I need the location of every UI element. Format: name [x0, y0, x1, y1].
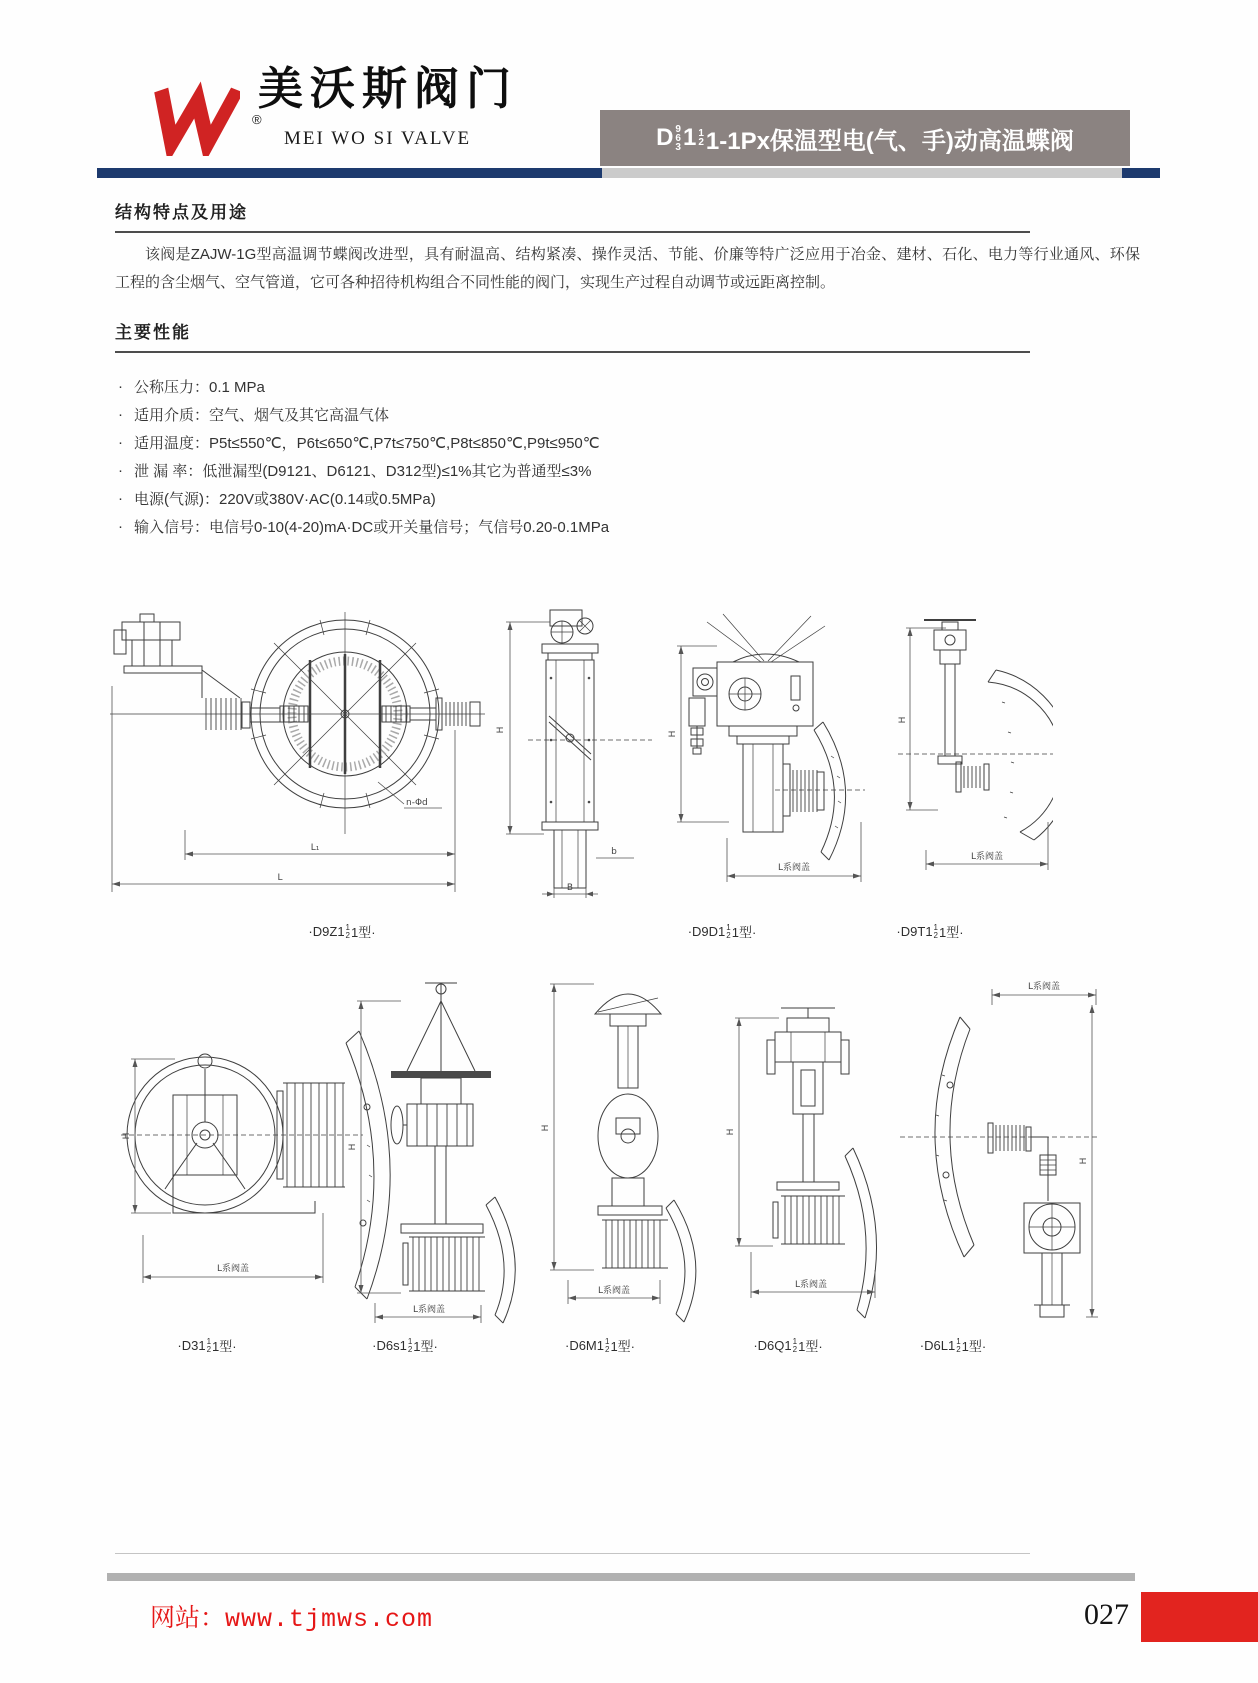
- footer-red-block: [1141, 1592, 1258, 1642]
- title-stack2: 1 2: [698, 128, 704, 148]
- dim-h: H: [1079, 1157, 1089, 1165]
- perf-item-power: [118, 484, 609, 512]
- label-frac: 1 2: [407, 1336, 413, 1354]
- label-frac: 1 2: [956, 1336, 961, 1354]
- dim-cover: L系阀盖: [412, 1305, 446, 1315]
- drawing-d9z-side-view: [492, 600, 677, 905]
- dim-h: H: [348, 1143, 358, 1151]
- label-pre: ·D6Q1: [753, 1338, 792, 1353]
- dim-h: H: [726, 1128, 736, 1136]
- drawing-d9t: [898, 612, 1053, 897]
- features-rule: [115, 231, 1030, 233]
- drawing-label-d9z: [308, 922, 375, 941]
- dim-b-big: B: [566, 883, 574, 893]
- title-suffix: 1-1Px保温型电(气、手)动高温蝶阀: [705, 127, 1074, 155]
- perf-text: 适用温度：P5t≤550℃，P6t≤650℃,P7t≤750℃,P8t≤850℃,P9t≤950℃: [134, 434, 600, 452]
- performance-heading: 主要性能: [115, 323, 191, 342]
- perf-item-signal: [118, 512, 609, 540]
- bullet: ·: [118, 405, 123, 423]
- perf-item-media: [118, 400, 609, 428]
- label-frac: 1 2: [726, 922, 731, 940]
- label-post: 1型·: [212, 1339, 237, 1354]
- bullet: ·: [118, 433, 123, 451]
- dim-l: L: [277, 873, 283, 883]
- page-number: 027: [1084, 1598, 1129, 1631]
- drawing-label-d31: [177, 1336, 236, 1355]
- bullet: ·: [118, 377, 123, 395]
- label-pre: ·D31: [177, 1338, 206, 1353]
- dim-bolt-circle: n-Φd: [406, 798, 428, 808]
- dim-cover: L系阀盖: [794, 1280, 828, 1290]
- dim-h: H: [496, 726, 506, 734]
- title-prefix: D: [656, 124, 674, 151]
- features-heading: 结构特点及用途: [115, 203, 248, 222]
- label-post: 1型·: [413, 1339, 438, 1354]
- label-pre: ·D9T1: [896, 924, 933, 939]
- drawing-d6s: [345, 975, 530, 1330]
- dim-b-small: b: [611, 847, 617, 857]
- brand-name-english: MEI WO SI VALVE: [284, 128, 472, 149]
- label-pre: ·D6M1: [564, 1338, 604, 1353]
- drawing-label-d9t: [896, 922, 963, 941]
- dim-h: H: [668, 730, 678, 738]
- performance-list: [118, 372, 609, 540]
- drawing-label-d6q: [753, 1336, 822, 1355]
- dim-cover: L系阀盖: [216, 1264, 250, 1274]
- dim-h: H: [541, 1124, 551, 1132]
- label-frac: 1 2: [206, 1336, 212, 1354]
- footer-bar: [107, 1573, 1135, 1581]
- dim-l1: L₁: [310, 843, 320, 853]
- bullet: ·: [118, 517, 123, 535]
- label-pre: ·D6s1: [372, 1338, 407, 1353]
- website-label: 网站：: [150, 1603, 226, 1632]
- drawing-d6l: [900, 965, 1100, 1335]
- label-post: 1型·: [351, 925, 376, 940]
- label-frac: 1 2: [792, 1336, 798, 1354]
- label-post: 1型·: [731, 925, 757, 940]
- perf-text: 输入信号：电信号0-10(4-20)mA·DC或开关量信号；气信号0.20-0.1MPa: [134, 518, 610, 536]
- label-pre: ·D6L1: [919, 1338, 956, 1353]
- drawing-d6m: [540, 968, 715, 1330]
- drawing-label-d9d: [688, 922, 757, 941]
- bullet: ·: [118, 489, 123, 507]
- dim-h: H: [122, 1132, 132, 1140]
- website-url[interactable]: www.tjmws.com: [225, 1605, 434, 1634]
- bullet: ·: [118, 461, 123, 479]
- drawing-label-d6m: [565, 1336, 635, 1355]
- perf-item-pressure: [118, 372, 609, 400]
- label-pre: ·D9D1: [687, 924, 726, 939]
- title-stack1: 9 6 3: [675, 123, 681, 153]
- banner-shadow-bar: [602, 168, 1122, 178]
- drawing-d9z-front-view: [110, 602, 485, 900]
- dim-cover: L系阀盖: [1027, 982, 1061, 992]
- label-frac: 1 2: [933, 922, 939, 940]
- title-mid: 1: [682, 124, 697, 151]
- dim-h: H: [898, 716, 908, 724]
- perf-text: 适用介质：空气、烟气及其它高温气体: [134, 406, 390, 424]
- website: [150, 1598, 433, 1634]
- perf-text: 泄 漏 率：低泄漏型(D9121、D6121、D312型)≤1%其它为普通型≤3%: [134, 462, 592, 480]
- drawing-label-d6s: [372, 1336, 438, 1355]
- label-frac: 1 2: [605, 1336, 610, 1354]
- label-post: 1型·: [798, 1339, 823, 1354]
- registered-mark: ®: [252, 112, 262, 127]
- perf-item-temperature: [118, 428, 609, 456]
- brand-logo-icon: [145, 80, 240, 156]
- label-post: 1型·: [610, 1339, 636, 1354]
- dim-cover: L系阀盖: [597, 1286, 631, 1296]
- perf-text: 公称压力：0.1 MPa: [134, 378, 265, 396]
- product-title-banner: [600, 110, 1130, 166]
- drawing-d6q: [725, 1000, 895, 1330]
- perf-item-leakage: [118, 456, 609, 484]
- dim-cover: L系阀盖: [970, 852, 1004, 862]
- perf-text: 电源(气源)：220V或380V·AC(0.14或0.5MPa): [134, 490, 436, 508]
- drawing-label-d6l: [920, 1336, 986, 1355]
- performance-rule: [115, 351, 1030, 353]
- brand-name-chinese: 美沃斯阀门: [258, 63, 519, 114]
- label-pre: ·D9Z1: [308, 924, 345, 939]
- footer-separator: [115, 1553, 1030, 1554]
- dim-cover: L系阀盖: [777, 863, 811, 873]
- label-post: 1型·: [961, 1339, 987, 1354]
- features-body: 该阀是ZAJW-1G型高温调节蝶阀改进型，具有耐温高、结构紧凑、操作灵活、节能、价廉等特广泛应用于冶金、建材、石化、电力等行业通风、环保工程的含尘烟气、空气管道，它可各种招待机构组合不同性能的阀门，实现生产过程自动调节或远距离控制。: [115, 246, 1140, 291]
- label-post: 1型·: [939, 925, 964, 940]
- label-frac: 1 2: [345, 922, 351, 940]
- drawing-d9d: [665, 606, 865, 906]
